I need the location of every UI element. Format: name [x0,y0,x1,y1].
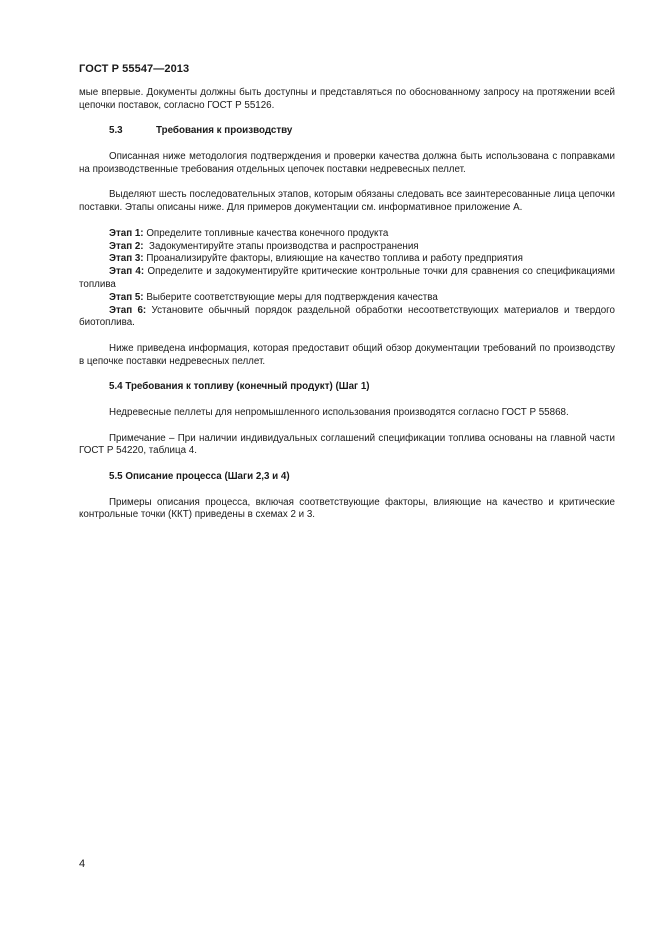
section-5-3-paragraph-2: Выделяют шесть последовательных этапов, которым обязаны следовать все заинтересованные лица цепочки поставки. Этапы описаны ниже. Для примеров документации см. информативное приложение А. [79,189,615,214]
step-item [79,253,615,266]
step-label: Этап 6: [109,304,147,316]
section-5-3-number: 5.3 [109,125,123,137]
step-text: Определите и задокументируйте критические контрольные точки для сравнения со спецификациями топлива [79,266,615,290]
document-code: ГОСТ Р 55547—2013 [79,63,190,75]
step-item [79,241,615,254]
section-5-4-note: Примечание – При наличии индивидуальных соглашений спецификации топлива основаны на главной части ГОСТ Р 54220, таблица 4. [79,432,615,457]
step-text: Установите обычный порядок раздельной обработки несоответствующих материалов и твердого биотоплива. [79,304,615,329]
step-label: Этап 1: [109,227,144,239]
step-item [79,292,615,305]
step-item [79,305,615,331]
step-label: Этап 3: [109,253,144,265]
step-text: Выберите соответствующие меры для подтверждения качества [146,291,438,303]
step-text: Определите топливные качества конечного продукта [146,227,389,239]
document-body [79,87,615,522]
section-5-4-paragraph: Недревесные пеллеты для непромышленного использования производятся согласно ГОСТ Р 55868. [109,406,569,418]
section-5-4-heading: 5.4 Требования к топливу (конечный продукт) (Шаг 1) [109,381,370,393]
step-text: Проанализируйте факторы, влияющие на качество топлива и работу предприятия [146,253,523,265]
step-item [79,266,615,292]
step-label: Этап 4: [109,266,145,278]
section-5-5-paragraph: Примеры описания процесса, включая соответствующие факторы, влияющие на качество и критические контрольные точки (ККТ) приведены в схемах 2 и 3. [79,496,615,521]
section-5-3-paragraph-1: Описанная ниже методология подтверждения и проверки качества должна быть использована с поправками на производственные требования отдельных цепочек поставки недревесных пеллет. [79,150,615,175]
step-text: Задокументируйте этапы производства и распространения [149,240,419,252]
step-item [79,228,615,241]
section-5-5-heading: 5.5 Описание процесса (Шаги 2,3 и 4) [109,470,290,482]
page-number: 4 [79,858,86,870]
section-5-3-paragraph-3: Ниже приведена информация, которая предоставит общий обзор документации требований по производству в цепочке поставки недревесных пеллет. [79,342,615,367]
section-5-3-title: Требования к производству [156,125,293,137]
section-5-3-heading [79,125,615,138]
step-label: Этап 2: [109,240,144,252]
step-label: Этап 5: [109,291,144,303]
continuation-paragraph: мые впервые. Документы должны быть доступны и представляться по обоснованному запросу на протяжении всей цепочки поставок, согласно ГОСТ Р 55126. [79,87,615,111]
